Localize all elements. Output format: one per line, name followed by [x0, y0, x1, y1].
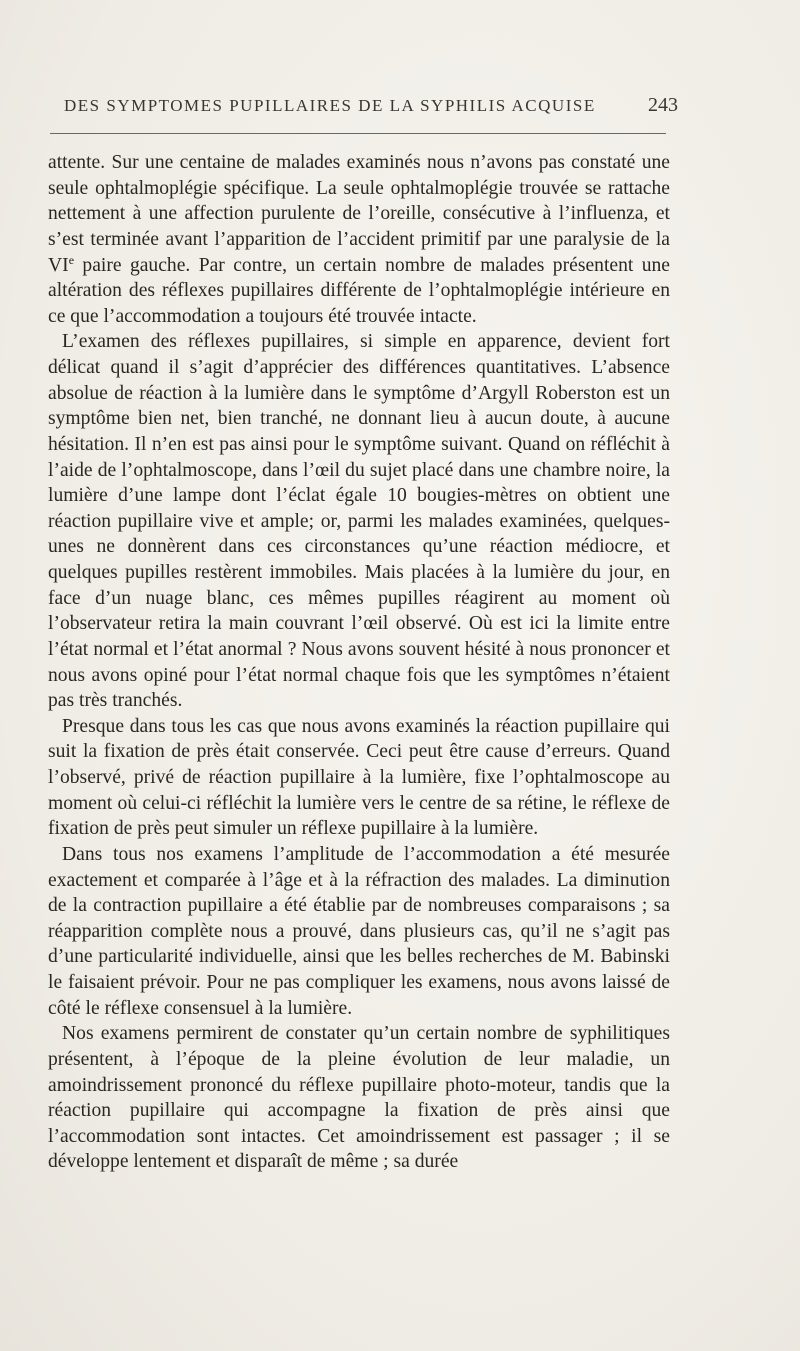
paragraph: Presque dans tous les cas que nous avons examinés la réaction pupillaire qui suit la fixation de près était conservée. Ceci peut être cause d’erreurs. Quand l’observé, privé de réaction pupillaire à la lumière, fixe l’ophtalmoscope au moment où celui-ci réfléchit la lumière vers le centre de sa rétine, le réflexe de fixation de près peut simuler un réflexe pupillaire à la lumière. — [48, 715, 670, 840]
header-rule — [50, 133, 666, 134]
running-head — [64, 96, 678, 122]
paragraph: Nos examens permirent de constater qu’un certain nombre de syphilitiques présentent, à l’époque de la pleine évolution de leur maladie, un amoindrissement prononcé du réflexe pupillaire photo-moteur, tandis que la réaction pupillaire qui accompagne la fixation de près ainsi que l’accommodation sont intactes. Cet amoindrissement est passager ; il se développe lentement et disparaît de même ; sa durée — [48, 1023, 670, 1173]
page-number: 243 — [648, 94, 678, 116]
superscript: e — [68, 252, 75, 267]
paragraph-text: paire gauche. Par contre, un certain nombre de malades présentent une altération des réflexes pupillaires différente de l’ophtalmoplégie intérieure en ce que l’accommodation a toujours été trouvée intacte. — [48, 254, 670, 327]
body-text — [48, 150, 670, 1175]
paragraph — [48, 150, 670, 329]
paragraph-text: attente. Sur une centaine de malades examinés nous n’avons pas constaté une seule ophtalmoplégie spécifique. La seule ophtalmoplégie trouvée se rattache nettement à une affection purulente de l’oreille, consécutive à l’influenza, et s’est terminée avant l’apparition de l’accident primitif par une paralysie de la VI — [48, 152, 670, 276]
paragraph: L’examen des réflexes pupillaires, si simple en apparence, devient fort délicat quand il s’agit d’apprécier des différences quantitatives. L’absence absolue de réaction à la lumière dans le symptôme d’Argyll Roberston est un symptôme bien net, bien tranché, ne donnant lieu à aucun doute, à aucune hésitation. Il n’en est pas ainsi pour le symptôme suivant. Quand on réfléchit à l’aide de l’ophtalmoscope, dans l’œil du sujet placé dans une chambre noire, la lumière d’une lampe dont l’éclat égale 10 bougies-mètres on obtient une réaction pupillaire vive et ample; or, parmi les malades examinées, quelques-unes ne donnèrent dans ces circonstances qu’une réaction médiocre, et quelques pupilles restèrent immobiles. Mais placées à la lumière du jour, en face d’un nuage blanc, ces mêmes pupilles réagirent au moment où l’observateur retira la main couvrant l’œil observé. Où est ici la limite entre l’état normal et l’état anormal ? Nous avons souvent hésité à nous prononcer et nous avons opiné pour l’état normal chaque fois que les symptômes n’étaient pas très tranchés. — [48, 331, 670, 712]
running-title: DES SYMPTOMES PUPILLAIRES DE LA SYPHILIS ACQUISE — [64, 96, 596, 115]
paragraph: Dans tous nos examens l’amplitude de l’accommodation a été mesurée exactement et comparée à l’âge et à la réfraction des malades. La diminution de la contraction pupillaire a été établie par de nombreuses comparaisons ; sa réapparition complète nous a prouvé, dans plusieurs cas, qu’il ne s’agit pas d’une particularité individuelle, ainsi que les belles recherches de M. Babinski le faisaient prévoir. Pour ne pas compliquer les examens, nous avons laissé de côté le réflexe consensuel à la lumière. — [48, 843, 670, 1019]
